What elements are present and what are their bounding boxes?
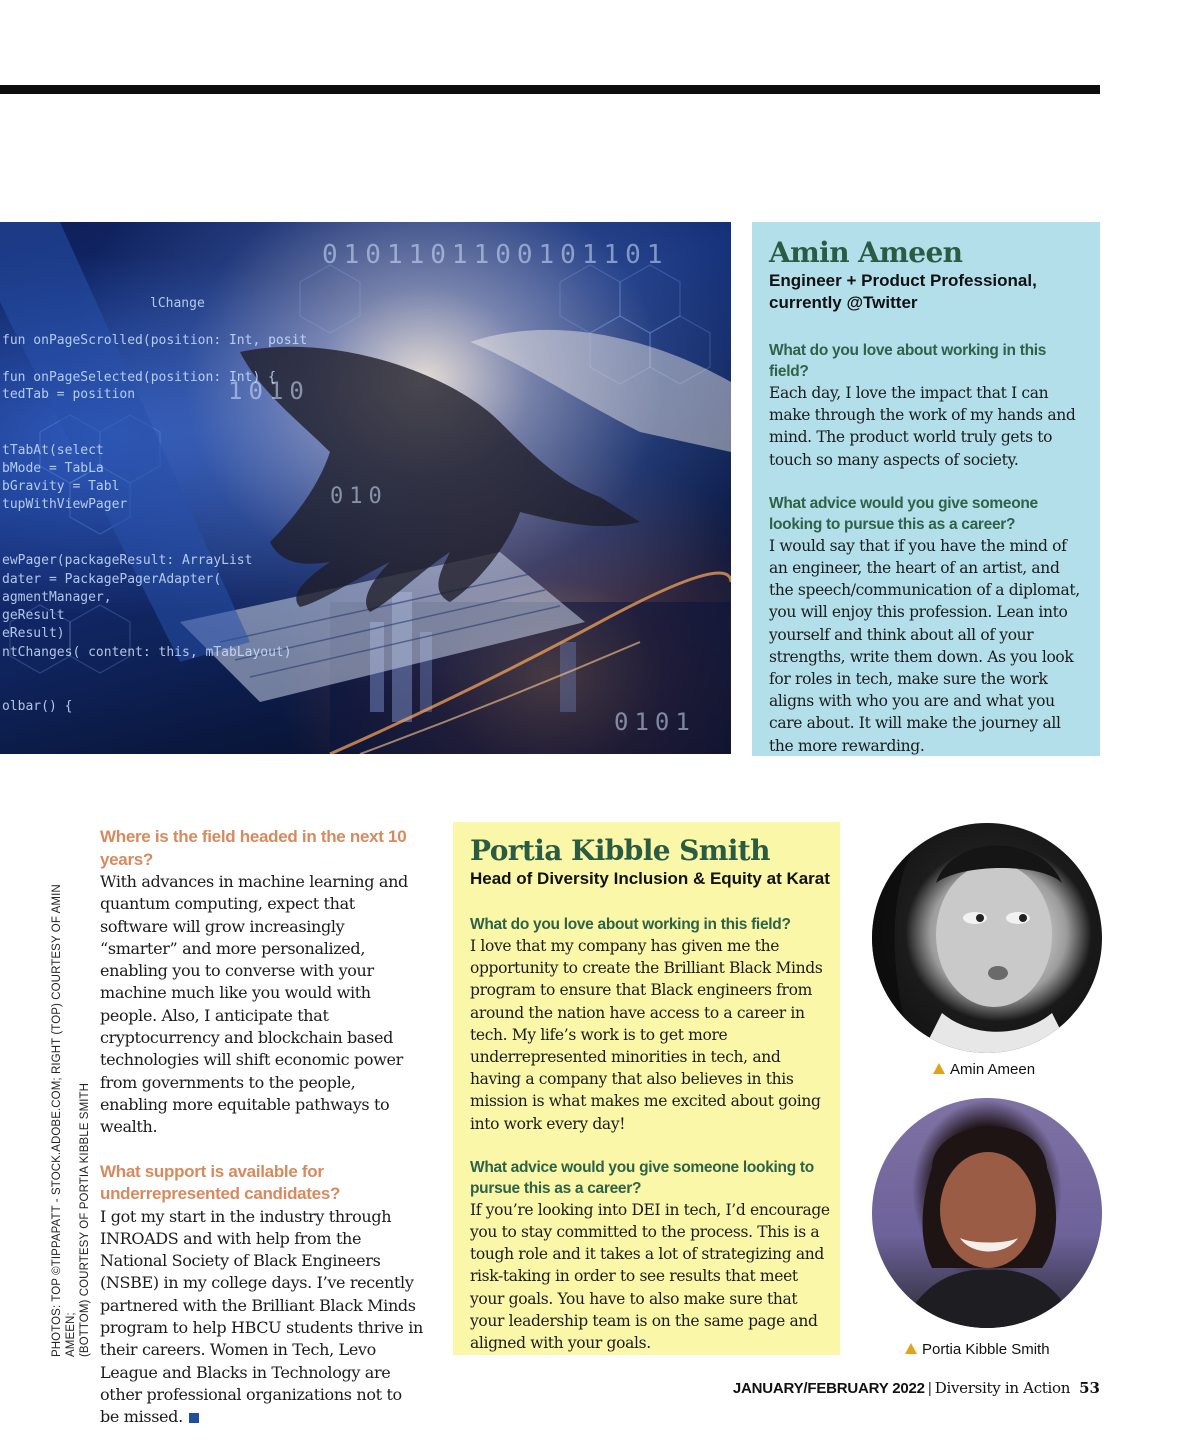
- portia-kibble-smith-portrait: [872, 1098, 1102, 1328]
- binary-text-low: 010: [330, 484, 388, 509]
- photo-credit-line2: (BOTTOM) COURTESY OF PORTIA KIBBLE SMITH: [79, 1082, 91, 1357]
- photo-credit: [50, 847, 91, 1357]
- top-rule: [0, 85, 1100, 94]
- portia-question-1: What do you love about working in this field?: [470, 916, 791, 933]
- magazine-name: Diversity in Action: [934, 1379, 1071, 1397]
- amin-role-line2: currently @Twitter: [769, 293, 918, 312]
- amin-answer-1: Each day, I love the impact that I can make through the work of my hands and mind. The product world truly gets to touch so many aspects of society.: [769, 384, 1076, 469]
- issue-date: JANUARY/FEBRUARY 2022: [732, 1380, 925, 1397]
- portia-question-2: What advice would you give someone looking to pursue this as a career?: [470, 1158, 814, 1197]
- portia-role: Head of Diversity Inclusion & Equity at Karat: [470, 869, 830, 888]
- portia-portrait-illustration: [872, 1098, 1102, 1328]
- binary-text-bottom: 0101: [614, 708, 696, 736]
- binary-text-mid: 1010: [228, 377, 310, 405]
- code-line: bMode = TabLa: [2, 461, 104, 476]
- code-line: ntChanges( content: this, mTabLayout): [2, 645, 292, 660]
- code-line: tedTab = position: [2, 387, 136, 402]
- portia-answer-2: If you’re looking into DEI in tech, I’d encourage you to stay committed to the process. This is a tough role and it takes a lot of strategizing and risk-taking in order to see results that meet your goals. You have to also make sure that your leadership team is on the same page and aligned with your goals.: [470, 1200, 830, 1353]
- portia-name: Portia Kibble Smith: [470, 834, 770, 867]
- code-line: eResult): [2, 626, 65, 641]
- amin-continued-column: [100, 826, 425, 1451]
- hero-image-laptop-typing: [0, 222, 731, 754]
- portia-answer-1: I love that my company has given me the opportunity to create the Brilliant Black Minds program to ensure that Black engineers from around the nation have access to a career in tech. My life’s work is to get more underrepresented minorities in tech, and having a company that also believes in this mission is what makes me excited about going into work every day!: [470, 937, 823, 1133]
- left-question-2: What support is available for underrepresented candidates?: [100, 1161, 341, 1204]
- photo-credit-line1: PHOTOS: TOP ©TIPPAPATT - STOCK.ADOBE.COM; RIGHT (TOP) COURTESY OF AMIN AMEEN;: [51, 884, 77, 1357]
- portia-caption-text: Portia Kibble Smith: [922, 1341, 1050, 1358]
- code-line: geResult: [2, 608, 65, 623]
- amin-answer-2: I would say that if you have the mind of an engineer, the heart of an artist, and the speech/communication of a diplomat, you will enjoy this profession. Lean into yourself and think about all of your strengths, write them down. As you look for roles in tech, make sure the work aligns with who you are and what you care about. It will make the journey all the more rewarding.: [769, 536, 1080, 755]
- footer-separator: |: [927, 1380, 932, 1397]
- amin-ameen-profile-box: [752, 222, 1100, 756]
- code-line: fun onPageSelected(position: Int) {: [2, 370, 276, 385]
- amin-role-line1: Engineer + Product Professional,: [769, 271, 1037, 290]
- page-footer: [733, 1379, 1100, 1397]
- amin-caption: [933, 1061, 1035, 1078]
- code-line: olbar() {: [2, 699, 73, 714]
- code-line: ewPager(packageResult: ArrayList: [2, 553, 253, 568]
- left-answer-2-text: I got my start in the industry through INROADS and with help from the National Society of Black Engineers (NSBE) in my college days. I’ve recently partnered with the Brilliant Black Minds program to help HBCU students thrive in their careers. Women in Tech, Levo League and Blacks in Technology are other professional organizations not to be missed.: [100, 1206, 423, 1427]
- left-answer-1: With advances in machine learning and quantum computing, expect that software will grow increasingly “smarter” and more personalized, enabling you to converse with your machine much like you would with people. Also, I anticipate that cryptocurrency and blockchain based technologies will shift economic power from governments to the people, enabling more equitable pathways to wealth.: [100, 872, 408, 1137]
- amin-question-2: What advice would you give someone looking to pursue this as a career?: [769, 494, 1038, 533]
- code-line: dater = PackagePagerAdapter(: [2, 572, 222, 587]
- amin-question-1: What do you love about working in this field?: [769, 342, 1047, 380]
- amin-portrait-illustration: [872, 823, 1102, 1053]
- portia-caption: [905, 1341, 1050, 1358]
- code-line: bGravity = Tabl: [2, 479, 120, 494]
- left-question-1: Where is the field headed in the next 10 years?: [100, 827, 407, 869]
- code-line: fun onPageScrolled(position: Int, posit: [2, 333, 308, 348]
- binary-text-top: 0101101100101101: [322, 240, 669, 270]
- code-line: lChange: [150, 296, 205, 311]
- end-mark-icon: [189, 1413, 199, 1423]
- code-line: agmentManager,: [2, 590, 112, 605]
- code-line: tupWithViewPager: [2, 497, 128, 512]
- amin-caption-text: Amin Ameen: [950, 1061, 1036, 1078]
- code-line: tTabAt(select: [2, 443, 104, 458]
- amin-name: Amin Ameen: [769, 236, 963, 269]
- caption-triangle-icon: [933, 1063, 945, 1074]
- page-number: 53: [1079, 1379, 1100, 1397]
- amin-ameen-portrait: [872, 823, 1102, 1053]
- caption-triangle-icon: [905, 1343, 917, 1354]
- portia-kibble-smith-profile-box: [453, 822, 840, 1355]
- left-answer-2: [100, 1206, 425, 1429]
- amin-role: [769, 270, 1088, 314]
